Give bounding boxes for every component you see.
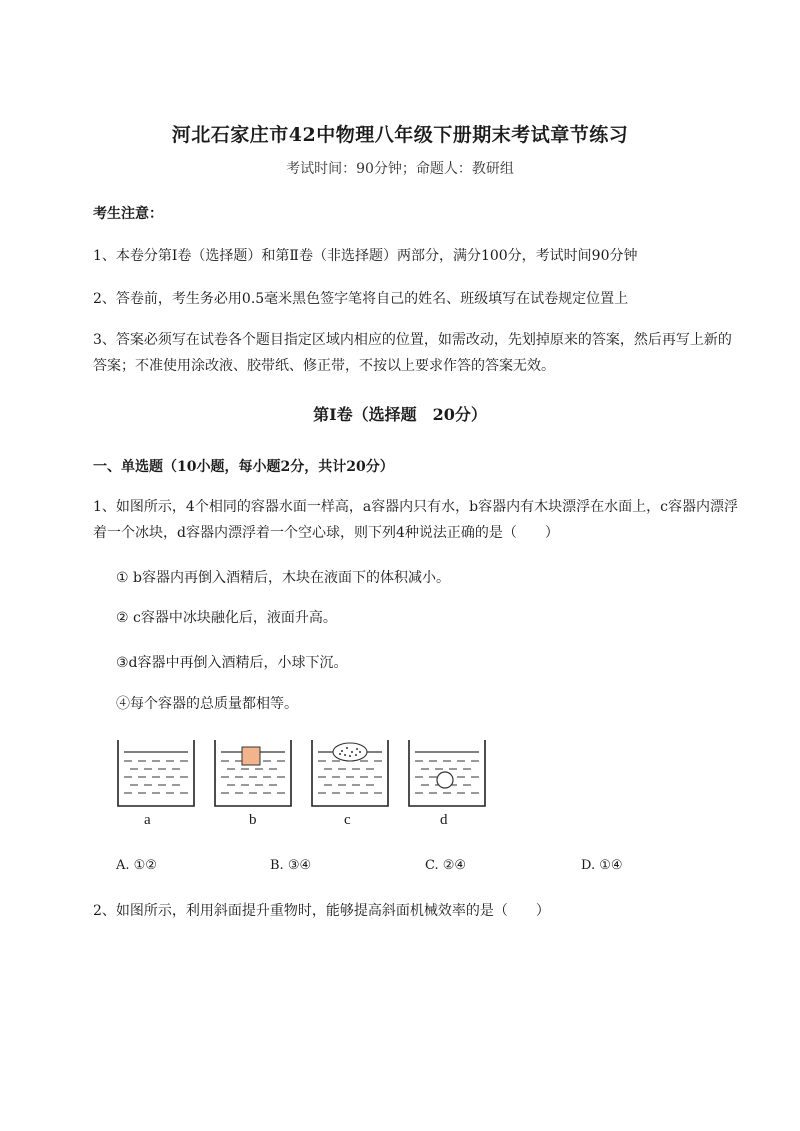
exam-info: 考试时间：90分钟；命题人：教研组 bbox=[286, 161, 514, 177]
option-a: A. ①② bbox=[116, 858, 157, 873]
notice-item-1: 1、本卷分第I卷（选择题）和第Ⅱ卷（非选择题）两部分，满分100分，考试时间90分钟 bbox=[93, 248, 638, 264]
question-2-stem: 2、如图所示，利用斜面提升重物时，能够提高斜面机械效率的是（ ） bbox=[93, 903, 550, 919]
option-c: C. ②④ bbox=[425, 858, 467, 873]
ice-block bbox=[333, 743, 367, 761]
statement-2: ② c容器中冰块融化后，液面升高。 bbox=[116, 610, 337, 626]
page-title: 河北石家庄市42中物理八年级下册期末考试章节练习 bbox=[171, 124, 629, 146]
statement-1: ① b容器内再倒入酒精后，木块在液面下的体积减小。 bbox=[116, 570, 450, 586]
label-b: b bbox=[249, 812, 257, 828]
label-d: d bbox=[440, 812, 448, 828]
label-a: a bbox=[144, 812, 151, 828]
label-c: c bbox=[344, 812, 351, 828]
wood-block bbox=[242, 747, 260, 765]
notice-heading: 考生注意： bbox=[93, 206, 163, 222]
container-a bbox=[118, 740, 194, 806]
part-heading: 一、单选题（10小题，每小题2分，共计20分） bbox=[93, 459, 394, 475]
container-c bbox=[312, 740, 388, 806]
hollow-ball bbox=[437, 772, 453, 788]
option-b: B. ③④ bbox=[270, 858, 312, 873]
statement-3: ③d容器中再倒入酒精后，小球下沉。 bbox=[116, 655, 348, 671]
section-title: 第I卷（选择题 20分） bbox=[313, 405, 487, 424]
notice-item-3: 3、答案必须写在试卷各个题目指定区域内相应的位置，如需改动，先划掉原来的答案，然后再写上新的答案；不准使用涂改液、胶带纸、修正带，不按以上要求作答的答案无效。 bbox=[93, 332, 732, 374]
notice-item-2: 2、答卷前，考生务必用0.5毫米黑色签字笔将自己的姓名、班级填写在试卷规定位置上 bbox=[93, 291, 629, 307]
container-b bbox=[215, 740, 291, 806]
option-d: D. ①④ bbox=[581, 858, 623, 873]
statement-4: ④每个容器的总质量都相等。 bbox=[116, 696, 298, 712]
container-d bbox=[409, 740, 485, 806]
question-1-stem: 1、如图所示，4个相同的容器水面一样高，a容器内只有水，b容器内有木块漂浮在水面上，c容器内漂浮着一个冰块，d容器内漂浮着一个空心球，则下列4种说法正确的是（ ） bbox=[93, 499, 738, 541]
containers-figure bbox=[100, 730, 500, 810]
